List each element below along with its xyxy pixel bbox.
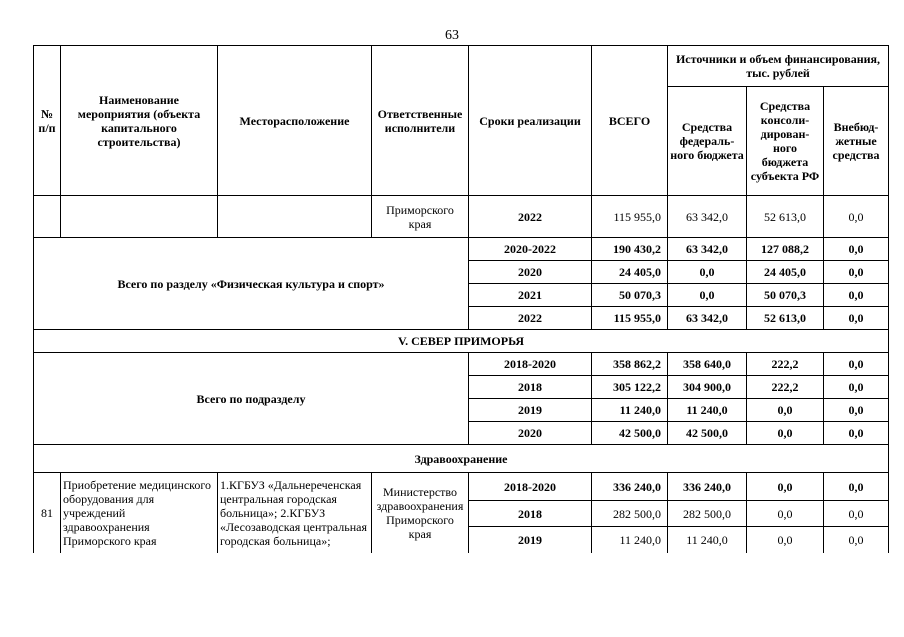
cell-num xyxy=(34,196,61,238)
cell-regional: 0,0 xyxy=(747,399,824,422)
cell-federal: 304 900,0 xyxy=(668,376,747,399)
header-location: Месторасположение xyxy=(218,46,372,196)
table-row xyxy=(34,473,889,501)
header-sources: Источники и объем финансирования, тыс. рублей xyxy=(668,46,889,87)
cell-responsible: Министерство здравоохранения Приморского края xyxy=(372,473,469,553)
cell-year: 2020 xyxy=(469,261,592,284)
cell-extra: 0,0 xyxy=(824,196,889,238)
cell-federal: 0,0 xyxy=(668,261,747,284)
subsection-total-label: Всего по подразделу xyxy=(34,353,469,445)
cell-year: 2019 xyxy=(469,527,592,553)
cell-extra: 0,0 xyxy=(824,473,889,501)
cell-regional: 0,0 xyxy=(747,527,824,553)
cell-location xyxy=(218,196,372,238)
cell-year: 2018-2020 xyxy=(469,473,592,501)
cell-total: 190 430,2 xyxy=(592,238,668,261)
cell-total: 50 070,3 xyxy=(592,284,668,307)
cell-total: 336 240,0 xyxy=(592,473,668,501)
cell-federal: 63 342,0 xyxy=(668,196,747,238)
section-heading-row xyxy=(34,330,889,353)
cell-regional: 24 405,0 xyxy=(747,261,824,284)
cell-year: 2021 xyxy=(469,284,592,307)
table-row xyxy=(34,238,889,261)
cell-extra: 0,0 xyxy=(824,527,889,553)
section-heading-row xyxy=(34,445,889,473)
header-federal: Средства федераль-ного бюджета xyxy=(668,87,747,196)
sport-total-label: Всего по разделу «Физическая культура и спорт» xyxy=(34,238,469,330)
cell-regional: 0,0 xyxy=(747,422,824,445)
header-num: № п/п xyxy=(34,46,61,196)
cell-year: 2018-2020 xyxy=(469,353,592,376)
cell-federal: 63 342,0 xyxy=(668,307,747,330)
cell-federal: 282 500,0 xyxy=(668,501,747,527)
cell-extra: 0,0 xyxy=(824,399,889,422)
page-number: 63 xyxy=(445,28,459,43)
cell-total: 115 955,0 xyxy=(592,307,668,330)
cell-regional: 52 613,0 xyxy=(747,196,824,238)
cell-extra: 0,0 xyxy=(824,422,889,445)
cell-federal: 336 240,0 xyxy=(668,473,747,501)
cell-year: 2019 xyxy=(469,399,592,422)
cell-total: 115 955,0 xyxy=(592,196,668,238)
cell-federal: 11 240,0 xyxy=(668,527,747,553)
cell-federal: 63 342,0 xyxy=(668,238,747,261)
table-row xyxy=(34,196,889,238)
section-heading: V. СЕВЕР ПРИМОРЬЯ xyxy=(34,330,889,353)
cell-year: 2020-2022 xyxy=(469,238,592,261)
cell-federal: 42 500,0 xyxy=(668,422,747,445)
cell-num: 81 xyxy=(34,473,61,553)
cell-regional: 222,2 xyxy=(747,353,824,376)
cell-regional: 50 070,3 xyxy=(747,284,824,307)
header-regional: Средства консоли-дирован-ного бюджета субъекта РФ xyxy=(747,87,824,196)
cell-regional: 0,0 xyxy=(747,501,824,527)
cell-regional: 222,2 xyxy=(747,376,824,399)
cell-total: 282 500,0 xyxy=(592,501,668,527)
cell-total: 24 405,0 xyxy=(592,261,668,284)
cell-year: 2018 xyxy=(469,376,592,399)
cell-year: 2022 xyxy=(469,196,592,238)
cell-total: 11 240,0 xyxy=(592,527,668,553)
table-row xyxy=(34,353,889,376)
cell-regional: 127 088,2 xyxy=(747,238,824,261)
header-responsible: Ответственные исполнители xyxy=(372,46,469,196)
cell-extra: 0,0 xyxy=(824,353,889,376)
cell-total: 42 500,0 xyxy=(592,422,668,445)
cell-location: 1.КГБУЗ «Дальнереченская центральная городская больница»; 2.КГБУЗ «Лесозаводская центральная городская больница»; xyxy=(218,473,372,553)
cell-name xyxy=(61,196,218,238)
cell-responsible: Приморского края xyxy=(372,196,469,238)
header-row-1 xyxy=(34,46,889,87)
cell-extra: 0,0 xyxy=(824,238,889,261)
cell-federal: 0,0 xyxy=(668,284,747,307)
cell-extra: 0,0 xyxy=(824,261,889,284)
header-total: ВСЕГО xyxy=(592,46,668,196)
header-terms: Сроки реализации xyxy=(469,46,592,196)
cell-total: 11 240,0 xyxy=(592,399,668,422)
cell-total: 358 862,2 xyxy=(592,353,668,376)
cell-year: 2020 xyxy=(469,422,592,445)
header-extra: Внебюд-жетные средства xyxy=(824,87,889,196)
cell-extra: 0,0 xyxy=(824,376,889,399)
cell-name: Приобретение медицинского оборудования для учреждений здравоохранения Приморского края xyxy=(61,473,218,553)
cell-year: 2018 xyxy=(469,501,592,527)
cell-extra: 0,0 xyxy=(824,307,889,330)
cell-federal: 11 240,0 xyxy=(668,399,747,422)
cell-year: 2022 xyxy=(469,307,592,330)
cell-regional: 0,0 xyxy=(747,473,824,501)
header-name: Наименование мероприятия (объекта капитального строительства) xyxy=(61,46,218,196)
health-heading: Здравоохранение xyxy=(34,445,889,473)
cell-federal: 358 640,0 xyxy=(668,353,747,376)
financing-table xyxy=(33,45,889,553)
cell-extra: 0,0 xyxy=(824,284,889,307)
cell-regional: 52 613,0 xyxy=(747,307,824,330)
cell-extra: 0,0 xyxy=(824,501,889,527)
cell-total: 305 122,2 xyxy=(592,376,668,399)
